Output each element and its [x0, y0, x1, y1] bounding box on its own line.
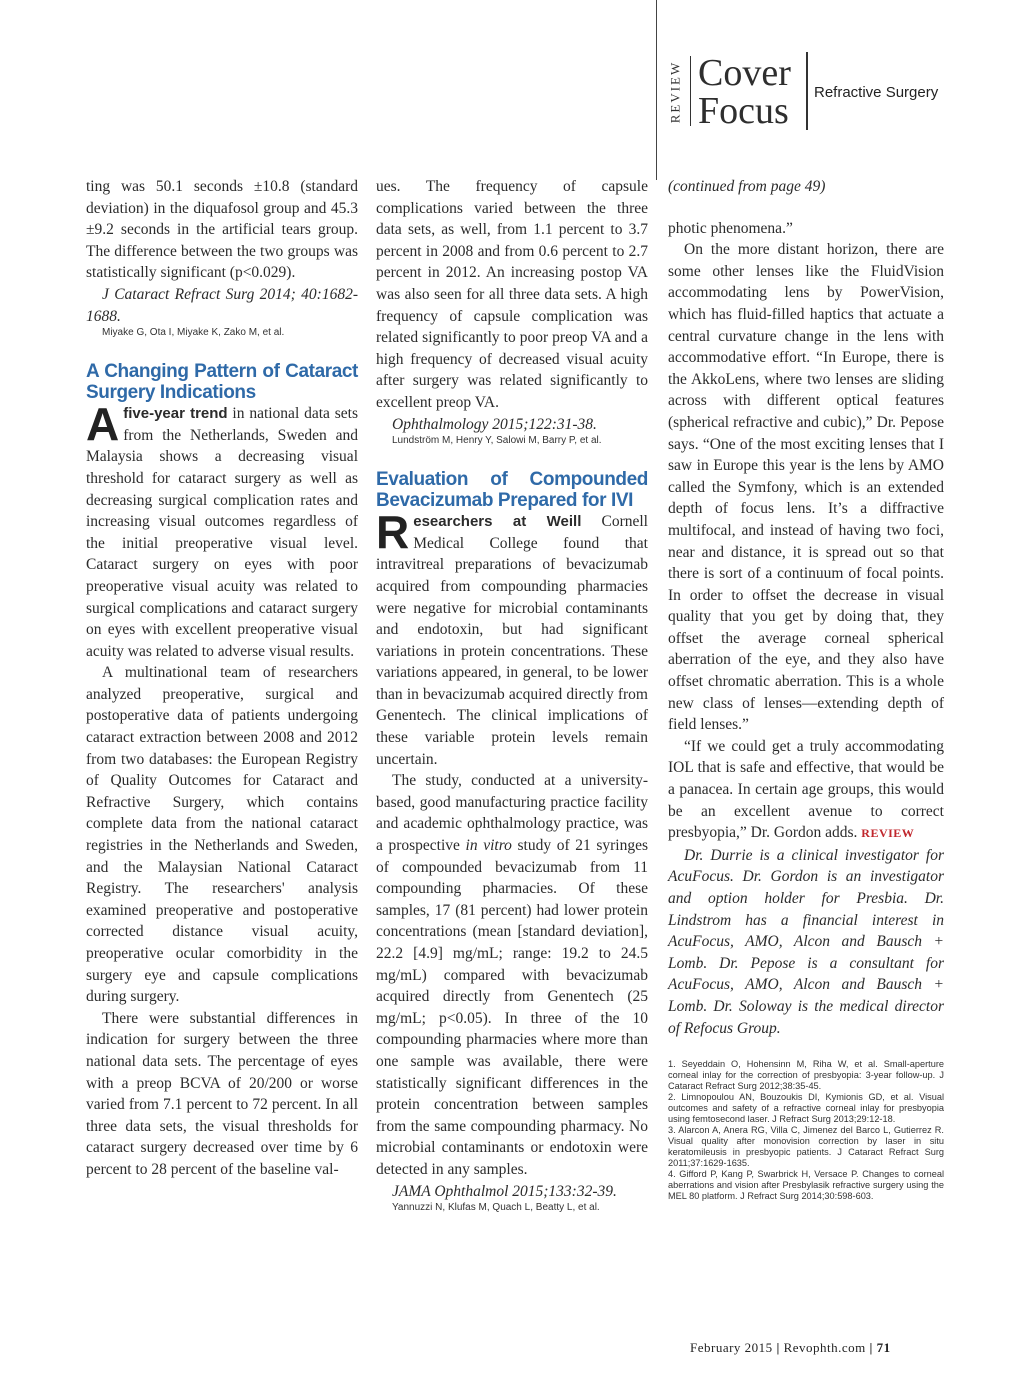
page-footer: February 2015 | Revophth.com | 71	[690, 1340, 891, 1355]
lead-in: five-year trend	[123, 405, 228, 423]
paragraph: On the more distant horizon, there are some other lenses like the FluidVision accommodating lens by PowerVision, which has fluid-filled haptics that actuate a central curvature change in the lens with accommodative effort. “In Europe, there is the AkkoLens, where two lenses are sliding across with different optical features (spherical refractive and cubic),” Dr. Pepose says. “One of the most exciting lenses that I saw in Europe this year is the lens by AMO called the Symfony, which is an extended depth of focus lens. It’s a diffractive multifocal, and instead of having two foci, near and distance, it is spread out so that there is sort of a continuum of focal points. In order to offset the decrease in visual quality that you get by doing that, they offset the average corneal spherical aberration of the eye, and they also have offset chromatic aberration. This is a whole new class of lenses—extending depth of field lenses.”	[668, 241, 944, 734]
reference-item: 3. Alarcon A, Anera RG, Villa C, Jimenez del Barco L, Gutierrez R. Visual quality after monovision correction by laser in situ keratomileusis in presbyopic patients. J Cataract Refract Surg 2011;37:1629-1635.	[668, 1125, 944, 1169]
cover-title-line1: Cover	[698, 52, 791, 94]
cover-title-line2: Focus	[698, 90, 789, 132]
authors: Miyake G, Ota I, Miyake K, Zako M, et al.	[102, 327, 285, 339]
paragraph: There were substantial differences in indication for surgery between the three national data sets. The percentage of eyes with a preop BCVA of 20/200 or worse varied from 7.1 percent to 72 percent. In all three data sets, the visual thresholds for cataract surgery decreased over time by 6 percent to 28 percent of the baseline val-	[86, 1009, 358, 1178]
column-1	[86, 176, 358, 1181]
drop-cap: R	[376, 506, 410, 559]
end-mark: REVIEW	[861, 826, 915, 841]
drop-cap: A	[86, 398, 120, 451]
continued-note: (continued from page 49)	[668, 178, 826, 195]
lead-paragraph: Afive-year trend in national data sets from the Netherlands, Sweden and Malaysia shows a decreasing visual threshold for cataract surgery as well as decreasing surgical complication rates and increasing visual outcomes regardless of the initial preoperative visual level. Cataract surgery on eyes with poor preoperative visual acuity was related to surgical complications and cataract surgery on eyes with excellent preoperative visual acuity was related to adverse visual results.	[86, 398, 358, 660]
column-divider-top	[656, 0, 657, 180]
paragraph: A multinational team of researchers analyzed preoperative, surgical and postoperative data of patients undergoing cataract extraction between 2008 and 2012 from two databases: the European Registry of Quality Outcomes for Cataract and Refractive Surgery, which contains complete data from the national cataract registries in the Netherlands and Sweden, and the Malaysian National Cataract Registry. The researchers' analysis examined preoperative and postoperative corrected distance visual acuity, preoperative ocular comorbidity in the surgery eye and capsule complications during surgery.	[86, 664, 358, 1006]
header-rule-left	[690, 56, 691, 126]
reference-item: 1. Seyeddain O, Hohensinn M, Riha W, et al. Small-aperture corneal inlay for the correction of presbyopia: 3-year follow-up. J Cataract Refract Surg 2012;38:35-45.	[668, 1059, 944, 1092]
reference-item: 2. Limnopoulou AN, Bouzoukis DI, Kymionis GD, et al. Visual outcomes and safety of a refractive corneal inlay for presbyopia using femtosecond laser. J Refract Surg 2013;29:12-18.	[668, 1092, 944, 1125]
paragraph: ting was 50.1 seconds ±10.8 (standard deviation) in the diquafosol group and 45.3 ±9.2 seconds in the artificial tears group. The difference between the two groups was statistically significant (p<0.029).	[86, 178, 358, 282]
lead-paragraph: Researchers at Weill Cornell Medical College found that intravitreal preparations of bevacizumab acquired from compounding pharmacies were negative for microbial contaminants and endotoxin, but had significant variations in protein concentrations. These variations appeared, in general, to be lower than in bevacizumab acquired directly from Genentech. The clinical implications of these variable protein levels remain uncertain.	[376, 506, 648, 768]
article-heading: A Changing Pattern of Cataract Surgery Indications	[86, 361, 358, 404]
review-vertical-label: REVIEW	[667, 60, 683, 124]
authors: Lundström M, Henry Y, Salowi M, Barry P, et al.	[392, 435, 602, 447]
paragraph: “If we could get a truly accommodating IOL that is safe and effective, that would be a panacea. In certain age groups, this would be an excellent avenue to correct presbyopia,” Dr. Gordon adds. REVIEW	[668, 737, 944, 842]
authors: Yannuzzi N, Klufas M, Quach L, Beatty L, et al.	[392, 1202, 600, 1214]
paragraph: The study, conducted at a university-based, good manufacturing practice facility and academic ophthalmology practice, was a prospective in vitro study of 21 syringes of compounded bevacizumab from 11 compounding pharmacies. Of these samples, 17 (81 percent) had lower protein concentrations (mean [standard deviation], 22.2 [4.9] mg/mL; range: 19.2 to 24.5 mg/mL) compared with bevacizumab acquired directly from Genentech (25 mg/mL; p<0.05). In three of the 10 compounding pharmacies where more than one sample was available, there were statistically significant differences in the protein concentration between samples from the same compounding pharmacy. No microbial contaminants or endotoxin were detected in any samples.	[376, 772, 649, 1178]
section-label: Refractive Surgery	[814, 84, 939, 101]
column-3	[668, 176, 944, 1202]
citation: Ophthalmology 2015;122:31-38.	[392, 415, 597, 433]
footer-date: February 2015	[690, 1340, 773, 1355]
column-2	[376, 176, 648, 1214]
header-rule-right	[806, 52, 808, 130]
footer-site: Revophth.com	[783, 1340, 866, 1355]
reference-item: 4. Gifford P, Kang P, Swarbrick H, Versace P. Changes to corneal aberrations and vision after Presbylasik refractive surgery using the MEL 80 platform. J Refract Surg 2014;30:598-603.	[668, 1169, 944, 1202]
lead-in: esearchers at Weill	[413, 513, 582, 531]
references	[668, 1059, 944, 1202]
paragraph: photic phenomena.”	[668, 219, 793, 237]
citation: J Cataract Refract Surg 2014; 40:1682-1688.	[86, 285, 358, 325]
article-heading: Evaluation of Compounded Bevacizumab Prepared for IVI	[376, 469, 648, 512]
page-number: 71	[876, 1340, 891, 1355]
paragraph: ues. The frequency of capsule complications varied between the three data sets, as well, from 1.1 percent to 3.7 percent in 2008 and from 0.6 percent to 2.7 percent in 2012. An increasing postop VA was also seen for all three data sets. A high frequency of capsule complication was related significantly to poor preop VA and a high frequency of decreased visual acuity after surgery was related significantly to excellent preop VA.	[376, 178, 648, 411]
citation: JAMA Ophthalmol 2015;133:32-39.	[392, 1182, 617, 1200]
disclosure: Dr. Durrie is a clinical investigator for AcuFocus. Dr. Gordon is an investigator and option holder for Presbia. Dr. Lindstrom has a financial interest in AcuFocus, AMO, Alcon and Bausch + Lomb. Dr. Pepose is a consultant for AcuFocus, AMO, Alcon and Bausch + Lomb. Dr. Soloway is the medical director of Refocus Group.	[668, 846, 944, 1037]
